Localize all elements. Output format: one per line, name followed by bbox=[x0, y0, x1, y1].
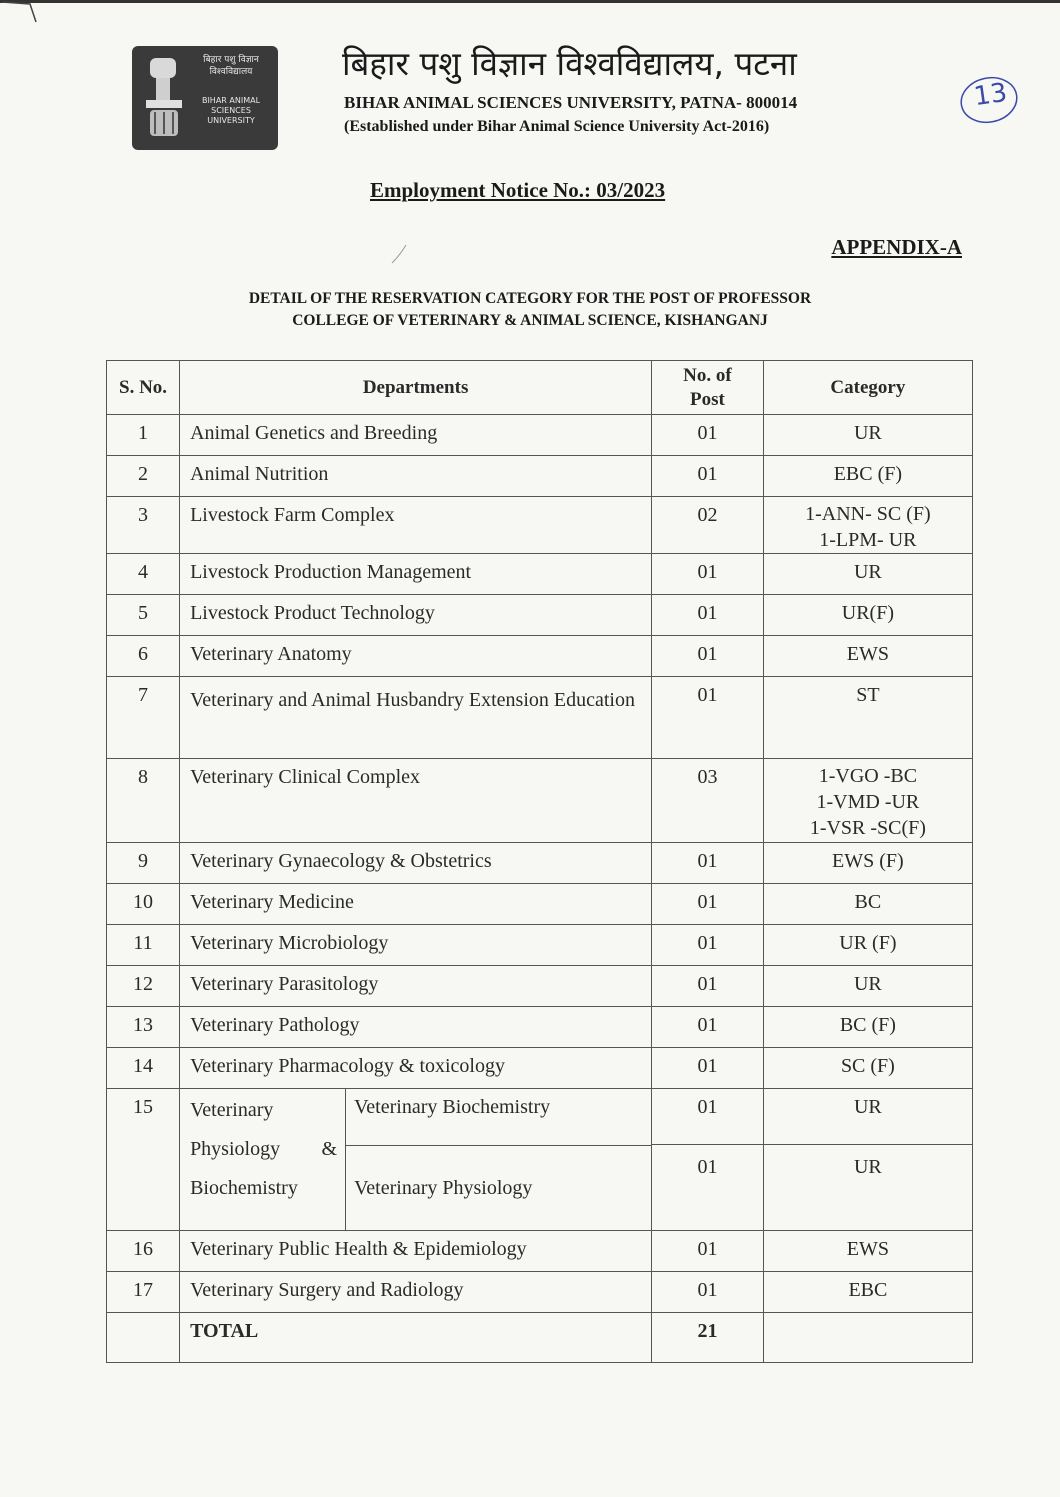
handwritten-page-number bbox=[958, 72, 1020, 128]
row-sno: 17 bbox=[107, 1272, 180, 1313]
row-sno: 16 bbox=[107, 1231, 180, 1272]
page-top-edge bbox=[0, 0, 1060, 3]
total-posts: 21 bbox=[652, 1313, 764, 1363]
category-line: 1-VSR -SC(F) bbox=[809, 817, 926, 839]
row-sno: 12 bbox=[107, 966, 180, 1007]
table-row bbox=[107, 636, 973, 677]
row-posts: 01 bbox=[652, 966, 764, 1007]
row-sno: 13 bbox=[107, 1007, 180, 1048]
employment-notice-title: Employment Notice No.: 03/2023 bbox=[370, 178, 666, 202]
row-category: EBC (F) bbox=[763, 456, 972, 497]
row-category: ST bbox=[763, 677, 972, 759]
row-department: Veterinary Public Health & Epidemiology bbox=[180, 1231, 652, 1272]
row-posts: 01 bbox=[652, 925, 764, 966]
category-line: 1-ANN- SC (F) bbox=[805, 503, 931, 525]
header-posts-line-2: Post bbox=[690, 388, 725, 410]
row-department-group bbox=[180, 1089, 652, 1231]
row-department: Livestock Production Management bbox=[180, 554, 652, 595]
row-category: EBC bbox=[763, 1272, 972, 1313]
table-row bbox=[107, 759, 973, 843]
row-department: Livestock Farm Complex bbox=[180, 497, 652, 554]
scan-corner-mark bbox=[0, 0, 40, 30]
heading-line-2: COLLEGE OF VETERINARY & ANIMAL SCIENCE, KISHANGANJ bbox=[292, 312, 768, 329]
appendix-label: APPENDIX-A bbox=[831, 235, 962, 259]
reservation-table bbox=[106, 360, 973, 1363]
row-category: EWS bbox=[763, 636, 972, 677]
row-category: UR (F) bbox=[763, 925, 972, 966]
row-posts: 01 bbox=[652, 554, 764, 595]
establishment-subtitle: (Established under Bihar Animal Science University Act-2016) bbox=[344, 118, 770, 135]
header-sno: S. No. bbox=[107, 361, 180, 415]
page-number-text: 13 bbox=[972, 77, 1010, 113]
logo-hindi-text: बिहार पशु विज्ञान विश्वविद्यालय bbox=[203, 55, 259, 77]
row-category: UR(F) bbox=[763, 595, 972, 636]
table-row bbox=[107, 554, 973, 595]
parent-department-name: Veterinary Physiology & Biochemistry bbox=[190, 1099, 338, 1199]
row-posts: 02 bbox=[652, 497, 764, 554]
department-subtable bbox=[180, 1089, 651, 1230]
heading-line-1: DETAIL OF THE RESERVATION CATEGORY FOR THE POST OF PROFESSOR bbox=[248, 290, 812, 307]
row-department: Veterinary Gynaecology & Obstetrics bbox=[180, 843, 652, 884]
sub-department: Veterinary Physiology bbox=[354, 1176, 533, 1199]
table-row bbox=[107, 1272, 973, 1313]
category-line: 1-LPM- UR bbox=[819, 529, 917, 551]
row-posts: 01 bbox=[652, 1089, 764, 1145]
row-category: UR bbox=[763, 1145, 972, 1231]
row-sno: 14 bbox=[107, 1048, 180, 1089]
row-category: UR bbox=[763, 966, 972, 1007]
row-posts: 01 bbox=[652, 884, 764, 925]
header-posts bbox=[652, 361, 764, 415]
row-posts: 01 bbox=[652, 456, 764, 497]
header-departments: Departments bbox=[180, 361, 652, 415]
row-department: Veterinary Surgery and Radiology bbox=[180, 1272, 652, 1313]
table-row bbox=[107, 884, 973, 925]
row-department: Veterinary Pathology bbox=[180, 1007, 652, 1048]
row-category: BC bbox=[763, 884, 972, 925]
total-row bbox=[107, 1313, 973, 1363]
university-title-english: BIHAR ANIMAL SCIENCES UNIVERSITY, PATNA- 800014 bbox=[344, 93, 798, 112]
parent-department bbox=[180, 1089, 346, 1230]
row-sno: 9 bbox=[107, 843, 180, 884]
logo-english-text: BIHAR ANIMAL SCIENCES UNIVERSITY bbox=[201, 96, 261, 125]
row-category: UR bbox=[763, 554, 972, 595]
sub-department: Veterinary Biochemistry bbox=[346, 1089, 652, 1145]
table-row bbox=[107, 843, 973, 884]
emblem-icon bbox=[140, 52, 188, 144]
total-label: TOTAL bbox=[180, 1313, 652, 1363]
university-title-hindi: बिहार पशु विज्ञान विश्वविद्यालय, पटना bbox=[342, 44, 797, 83]
row-category: EWS bbox=[763, 1231, 972, 1272]
row-sno: 7 bbox=[107, 677, 180, 759]
table-row-split-top bbox=[107, 1089, 973, 1145]
row-posts: 01 bbox=[652, 595, 764, 636]
row-sno: 15 bbox=[107, 1089, 180, 1231]
row-sno: 3 bbox=[107, 497, 180, 554]
row-department: Veterinary and Animal Husbandry Extension Education bbox=[180, 677, 652, 759]
header-category: Category bbox=[763, 361, 972, 415]
table-row bbox=[107, 415, 973, 456]
row-department: Veterinary Microbiology bbox=[180, 925, 652, 966]
row-category: UR bbox=[763, 1089, 972, 1145]
row-department: Livestock Product Technology bbox=[180, 595, 652, 636]
row-posts: 01 bbox=[652, 843, 764, 884]
row-posts: 01 bbox=[652, 1231, 764, 1272]
row-department: Animal Genetics and Breeding bbox=[180, 415, 652, 456]
table-row bbox=[107, 497, 973, 554]
table-row bbox=[107, 925, 973, 966]
table-row bbox=[107, 595, 973, 636]
row-department: Veterinary Clinical Complex bbox=[180, 759, 652, 843]
row-category bbox=[763, 759, 972, 843]
table-row bbox=[107, 1007, 973, 1048]
row-category: BC (F) bbox=[763, 1007, 972, 1048]
row-posts: 01 bbox=[652, 1272, 764, 1313]
row-department: Veterinary Medicine bbox=[180, 884, 652, 925]
row-sno: 2 bbox=[107, 456, 180, 497]
table-row bbox=[107, 1048, 973, 1089]
row-sno: 11 bbox=[107, 925, 180, 966]
row-posts: 01 bbox=[652, 1007, 764, 1048]
table-row bbox=[107, 1231, 973, 1272]
university-logo bbox=[132, 46, 278, 150]
total-category-empty bbox=[763, 1313, 972, 1363]
table-row bbox=[107, 456, 973, 497]
pen-stroke-mark bbox=[390, 243, 410, 265]
row-posts: 01 bbox=[652, 415, 764, 456]
table-heading bbox=[140, 288, 920, 332]
total-sno-empty bbox=[107, 1313, 180, 1363]
row-category: UR bbox=[763, 415, 972, 456]
row-department: Veterinary Parasitology bbox=[180, 966, 652, 1007]
row-department: Veterinary Anatomy bbox=[180, 636, 652, 677]
row-posts: 01 bbox=[652, 1048, 764, 1089]
row-category: SC (F) bbox=[763, 1048, 972, 1089]
row-posts: 01 bbox=[652, 677, 764, 759]
row-category: EWS (F) bbox=[763, 843, 972, 884]
table-row bbox=[107, 966, 973, 1007]
category-line: 1-VMD -UR bbox=[816, 791, 920, 813]
row-department: Veterinary Pharmacology & toxicology bbox=[180, 1048, 652, 1089]
row-posts: 03 bbox=[652, 759, 764, 843]
category-line: 1-VGO -BC bbox=[818, 765, 918, 787]
table-header-row bbox=[107, 361, 973, 415]
row-sno: 4 bbox=[107, 554, 180, 595]
row-posts: 01 bbox=[652, 1145, 764, 1231]
row-sno: 5 bbox=[107, 595, 180, 636]
row-sno: 6 bbox=[107, 636, 180, 677]
table-row bbox=[107, 677, 973, 759]
row-sno: 1 bbox=[107, 415, 180, 456]
row-category bbox=[763, 497, 972, 554]
header-posts-line-1: No. of bbox=[683, 364, 732, 386]
row-posts: 01 bbox=[652, 636, 764, 677]
row-department: Animal Nutrition bbox=[180, 456, 652, 497]
row-sno: 8 bbox=[107, 759, 180, 843]
row-sno: 10 bbox=[107, 884, 180, 925]
